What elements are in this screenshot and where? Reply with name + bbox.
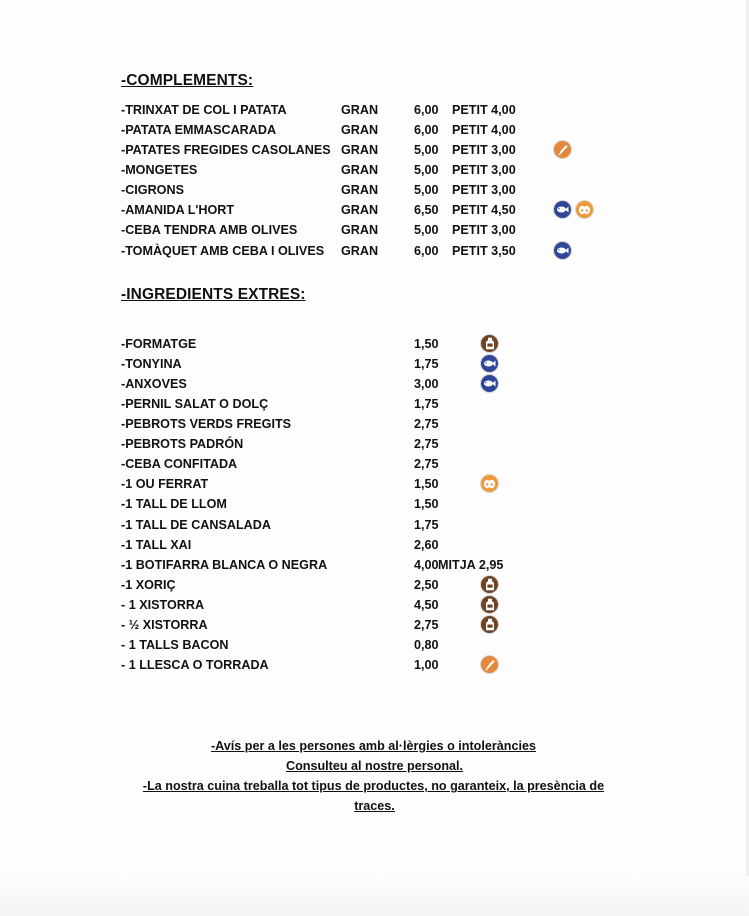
extra-row <box>0 635 749 655</box>
milk-icon <box>480 615 499 634</box>
complement-row <box>0 241 749 261</box>
extra-name: -1 XORIÇ <box>121 578 176 592</box>
extra-price: 2,75 <box>414 417 439 431</box>
complement-name: -MONGETES <box>121 163 198 177</box>
complement-row <box>0 160 749 180</box>
extra-price: 2,50 <box>414 578 439 592</box>
complement-price-gran: 6,00 <box>414 123 439 137</box>
extra-price: 4,00 <box>414 558 439 572</box>
extra-price: 1,00 <box>414 658 439 672</box>
extra-row <box>0 354 749 374</box>
milk-icon <box>480 595 499 614</box>
complement-price-petit: PETIT 4,00 <box>452 103 516 117</box>
extra-price: 1,75 <box>414 357 439 371</box>
complement-row <box>0 140 749 160</box>
extra-row <box>0 434 749 454</box>
allergy-notice-line-2: Consulteu al nostre personal. <box>285 759 464 773</box>
complement-name: -CEBA TENDRA AMB OLIVES <box>121 223 298 237</box>
extra-row <box>0 615 749 635</box>
extras-heading: -INGREDIENTS EXTRES: <box>121 286 306 303</box>
complement-price-petit: PETIT 3,00 <box>452 143 516 157</box>
extra-name: - 1 LLESCA O TORRADA <box>121 658 269 672</box>
complement-row <box>0 220 749 240</box>
extra-name: -PERNIL SALAT O DOLÇ <box>121 397 269 411</box>
egg-icon <box>480 474 499 493</box>
complement-name: -PATATA EMMASCARADA <box>121 123 277 137</box>
extra-row <box>0 535 749 555</box>
complement-row <box>0 120 749 140</box>
extra-price: 4,50 <box>414 598 439 612</box>
complement-size-gran: GRAN <box>341 183 379 197</box>
extra-row <box>0 374 749 394</box>
extra-row <box>0 454 749 474</box>
extra-row <box>0 414 749 434</box>
complement-row <box>0 100 749 120</box>
complement-price-petit: PETIT 3,50 <box>452 244 516 258</box>
complement-name: -AMANIDA L'HORT <box>121 203 235 217</box>
extra-price: 0,80 <box>414 638 439 652</box>
extra-row <box>0 515 749 535</box>
allergy-notice-line-4: traces. <box>354 799 395 813</box>
extra-name: -TONYINA <box>121 357 182 371</box>
extra-name: -ANXOVES <box>121 377 187 391</box>
fish-icon <box>553 200 572 219</box>
complement-price-petit: PETIT 3,00 <box>452 183 516 197</box>
extra-row <box>0 575 749 595</box>
extra-row <box>0 474 749 494</box>
page-bottom-shade <box>0 876 749 916</box>
extra-price: 2,75 <box>414 437 439 451</box>
complement-size-gran: GRAN <box>341 223 379 237</box>
complement-price-gran: 5,00 <box>414 163 439 177</box>
milk-icon <box>480 334 499 353</box>
gluten-wheat-icon <box>553 140 572 159</box>
complement-price-gran: 6,00 <box>414 103 439 117</box>
extra-row <box>0 555 749 575</box>
complement-row <box>0 200 749 220</box>
complement-price-petit: PETIT 4,00 <box>452 123 516 137</box>
complement-size-gran: GRAN <box>341 143 379 157</box>
milk-icon <box>480 575 499 594</box>
complement-name: -PATATES FREGIDES CASOLANES <box>121 143 331 157</box>
complement-row <box>0 180 749 200</box>
complement-name: -TRINXAT DE COL I PATATA <box>121 103 287 117</box>
complement-price-gran: 6,50 <box>414 203 439 217</box>
complement-price-petit: PETIT 3,00 <box>452 163 516 177</box>
extra-price: 2,60 <box>414 538 439 552</box>
extra-price: 1,50 <box>414 497 439 511</box>
extra-name: -1 OU FERRAT <box>121 477 209 491</box>
allergy-notice-line-3: -La nostra cuina treballa tot tipus de productes, no garanteix, la presència de <box>142 779 605 793</box>
extra-name: - 1 TALLS BACON <box>121 638 229 652</box>
extra-name: -1 TALL XAI <box>121 538 192 552</box>
extra-half-price: MITJA 2,95 <box>438 558 504 572</box>
complement-price-gran: 6,00 <box>414 244 439 258</box>
complement-price-gran: 5,00 <box>414 143 439 157</box>
complement-size-gran: GRAN <box>341 123 379 137</box>
complement-size-gran: GRAN <box>341 203 379 217</box>
complement-name: -TOMÀQUET AMB CEBA I OLIVES <box>121 244 325 258</box>
complement-price-gran: 5,00 <box>414 183 439 197</box>
extra-price: 1,75 <box>414 397 439 411</box>
complement-price-petit: PETIT 4,50 <box>452 203 516 217</box>
extra-name: - ½ XISTORRA <box>121 618 208 632</box>
fish-icon <box>553 241 572 260</box>
extra-name: -CEBA CONFITADA <box>121 457 238 471</box>
extra-price: 2,75 <box>414 618 439 632</box>
extra-name: -1 BOTIFARRA BLANCA O NEGRA <box>121 558 328 572</box>
extra-name: - 1 XISTORRA <box>121 598 205 612</box>
extra-price: 1,75 <box>414 518 439 532</box>
extra-price: 2,75 <box>414 457 439 471</box>
complement-name: -CIGRONS <box>121 183 184 197</box>
extra-row <box>0 394 749 414</box>
complement-size-gran: GRAN <box>341 163 379 177</box>
extra-price: 3,00 <box>414 377 439 391</box>
extra-price: 1,50 <box>414 337 439 351</box>
fish-icon <box>480 374 499 393</box>
egg-icon <box>575 200 594 219</box>
extra-row <box>0 494 749 514</box>
complement-size-gran: GRAN <box>341 244 379 258</box>
gluten-wheat-icon <box>480 655 499 674</box>
complement-size-gran: GRAN <box>341 103 379 117</box>
complement-price-gran: 5,00 <box>414 223 439 237</box>
extra-row <box>0 595 749 615</box>
extra-row <box>0 655 749 675</box>
complements-heading: -COMPLEMENTS: <box>121 72 254 89</box>
fish-icon <box>480 354 499 373</box>
extra-name: -PEBROTS VERDS FREGITS <box>121 417 292 431</box>
allergy-notice-line-1: -Avís per a les persones amb al·lèrgies o intoleràncies <box>210 739 536 753</box>
allergy-notice <box>0 736 749 816</box>
extra-row <box>0 334 749 354</box>
extra-name: -FORMATGE <box>121 337 197 351</box>
complement-price-petit: PETIT 3,00 <box>452 223 516 237</box>
extra-name: -1 TALL DE CANSALADA <box>121 518 271 532</box>
extra-name: -PEBROTS PADRÓN <box>121 437 244 451</box>
extra-price: 1,50 <box>414 477 439 491</box>
extra-name: -1 TALL DE LLOM <box>121 497 227 511</box>
